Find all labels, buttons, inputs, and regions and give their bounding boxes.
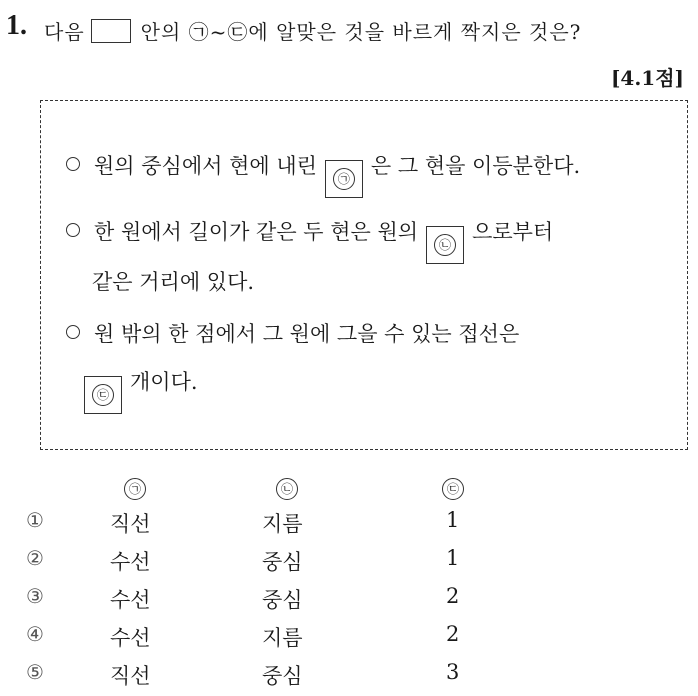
option-number: ① — [26, 508, 44, 532]
circled-mark-3: ㉢ — [92, 384, 114, 406]
option-number: ④ — [26, 622, 44, 646]
answer-box-3 — [84, 376, 122, 414]
option-number: ② — [26, 546, 44, 570]
blank-box-icon — [91, 19, 131, 43]
option-cell-a: 직선 — [110, 512, 151, 536]
question-text — [44, 16, 581, 45]
bullet-icon — [66, 157, 80, 171]
circled-mark-1: ㉠ — [333, 168, 355, 190]
option-cell-a: 수선 — [110, 626, 151, 650]
table-header-c: ㉢ — [442, 474, 464, 500]
option-cell-c: 1 — [446, 508, 460, 532]
statement-1-text-end: 은 그 현을 이등분한다. — [370, 154, 581, 178]
statement-3-text: 원 밖의 한 점에서 그 원에 그을 수 있는 접선은 — [94, 322, 520, 346]
statement-2-text: 한 원에서 길이가 같은 두 현은 원의 — [94, 220, 419, 244]
statement-2-continued: 같은 거리에 있다. — [92, 270, 255, 294]
statement-3 — [66, 318, 519, 348]
statement-1-text: 원의 중심에서 현에 내린 — [94, 154, 317, 178]
statement-1 — [66, 150, 580, 198]
option-cell-b: 중심 — [262, 550, 303, 574]
answer-box-1 — [325, 160, 363, 198]
option-cell-b: 지름 — [262, 626, 303, 650]
statement-2 — [66, 216, 553, 264]
question-text-before: 다음 — [44, 20, 85, 44]
option-cell-a: 직선 — [110, 664, 151, 688]
option-cell-b: 지름 — [262, 512, 303, 536]
score-label: [4.1점] — [610, 66, 684, 90]
option-cell-a: 수선 — [110, 550, 151, 574]
answer-box-2 — [426, 226, 464, 264]
circled-mark-2: ㉡ — [434, 234, 456, 256]
option-cell-b: 중심 — [262, 588, 303, 612]
option-cell-c: 2 — [446, 584, 460, 608]
bullet-icon — [66, 325, 80, 339]
option-cell-c: 2 — [446, 622, 460, 646]
statement-3-text-end: 개이다. — [130, 370, 198, 394]
statement-3-continued — [84, 366, 198, 414]
question-text-after: 안의 ㉠~㉢에 알맞은 것을 바르게 짝지은 것은? — [140, 20, 582, 44]
statement-2-text-end: 으로부터 — [472, 220, 554, 244]
option-number: ⑤ — [26, 660, 44, 684]
option-cell-c: 1 — [446, 546, 460, 570]
bullet-icon — [66, 223, 80, 237]
option-number: ③ — [26, 584, 44, 608]
table-header-a: ㉠ — [124, 474, 146, 500]
question-number: 1. — [6, 10, 27, 41]
option-cell-a: 수선 — [110, 588, 151, 612]
option-cell-c: 3 — [446, 660, 460, 684]
table-header-b: ㉡ — [276, 474, 298, 500]
option-cell-b: 중심 — [262, 664, 303, 688]
